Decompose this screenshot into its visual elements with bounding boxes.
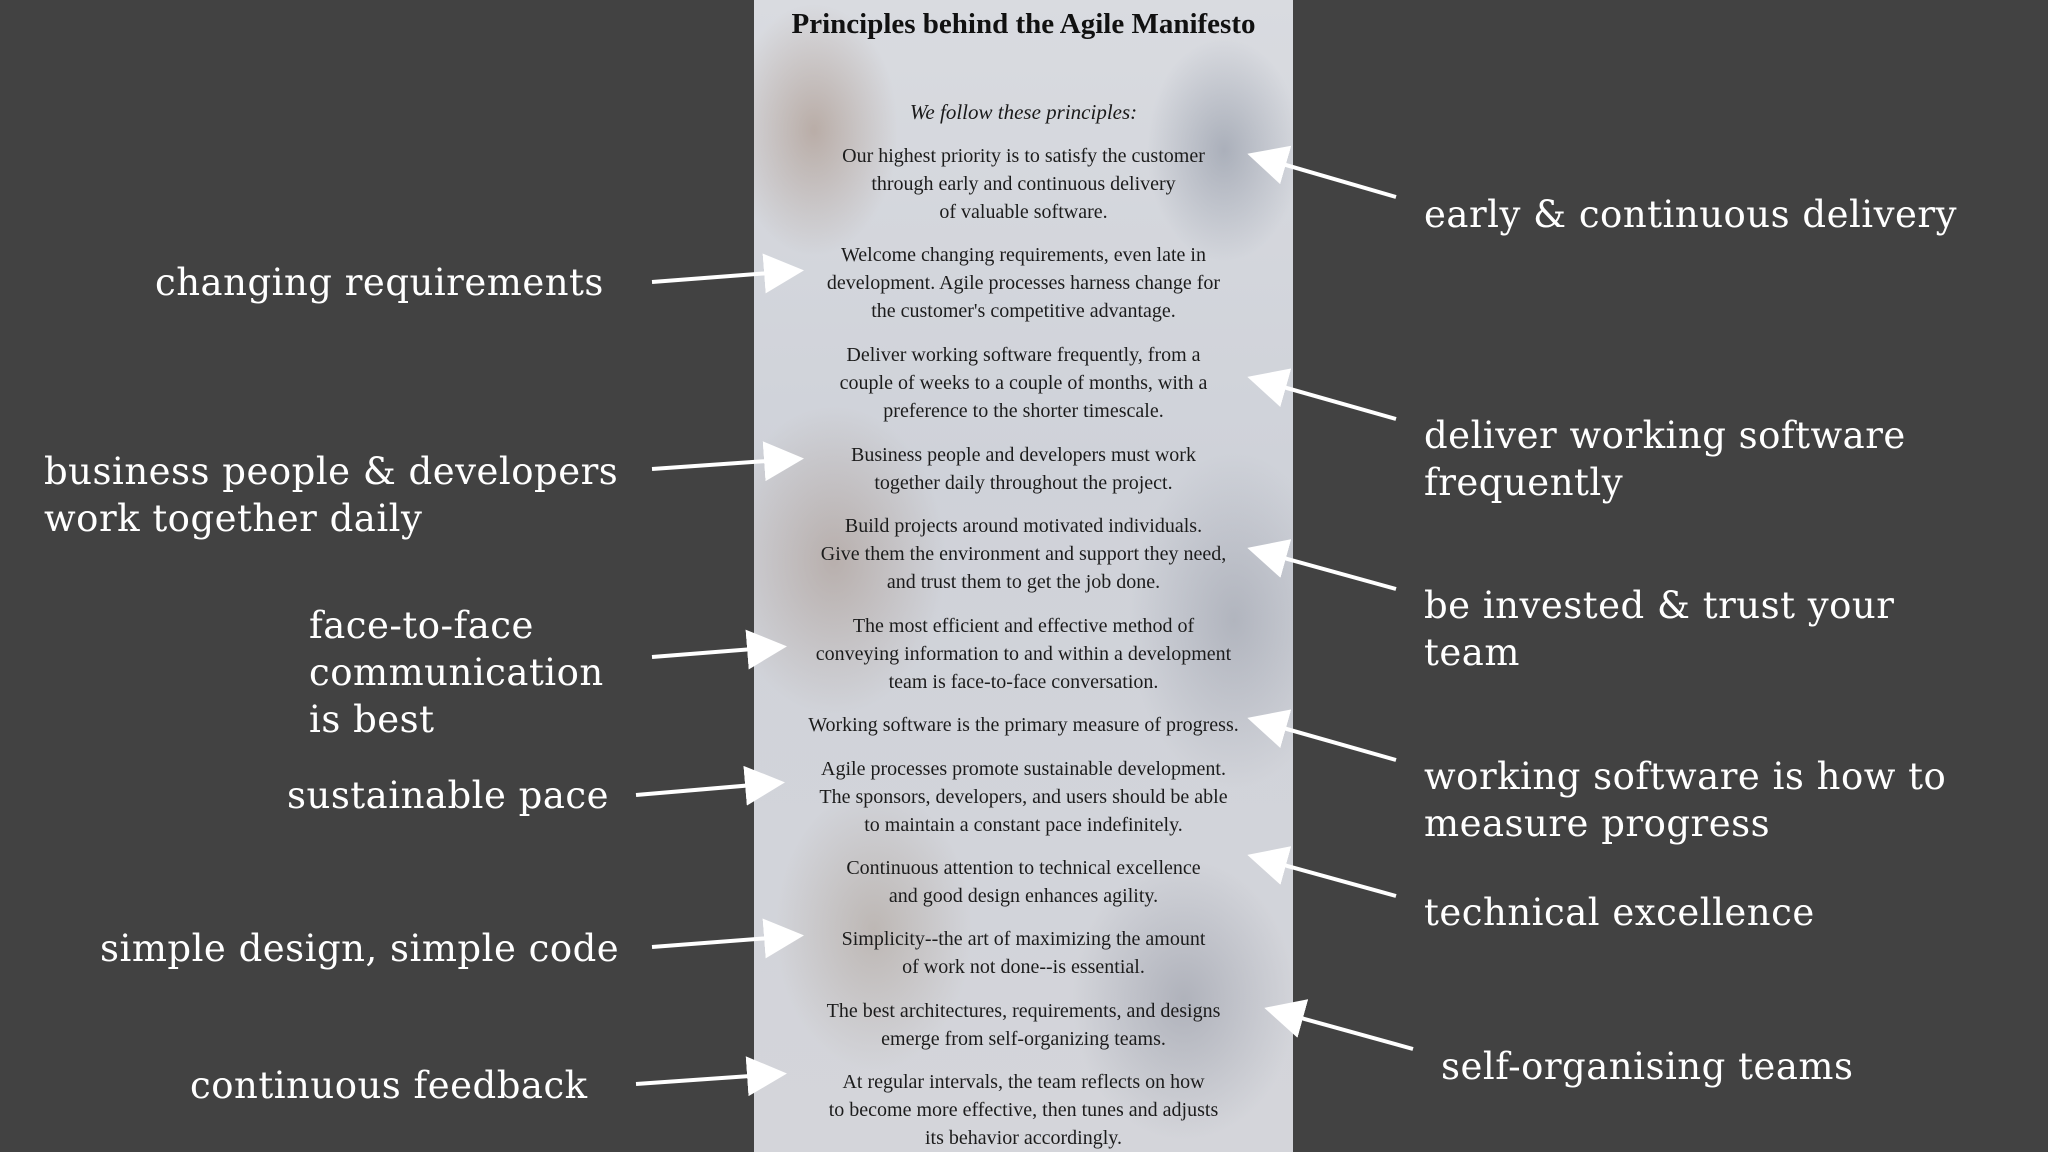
panel-title: Principles behind the Agile Manifesto — [791, 8, 1256, 40]
principle-3: Deliver working software frequently, from a couple of weeks to a couple of months, with a preference to the shorter timescale. — [839, 344, 1208, 422]
label-early-continuous-delivery: early & continuous delivery — [1424, 193, 1958, 236]
label-changing-requirements: changing requirements — [155, 261, 604, 304]
label-deliver-working-software: deliver working software frequently — [1424, 414, 1906, 504]
principle-6: The most efficient and effective method of conveying information to and within a development team is face-to-face conversation. — [815, 615, 1232, 693]
manifesto-panel — [754, 0, 1293, 1152]
principle-4: Business people and developers must work together daily throughout the project. — [851, 444, 1196, 494]
principle-10: Simplicity--the art of maximizing the amount of work not done--is essential. — [841, 928, 1206, 978]
label-continuous-feedback: continuous feedback — [190, 1064, 588, 1107]
label-simple-design: simple design, simple code — [100, 927, 620, 970]
principle-9: Continuous attention to technical excellence and good design enhances agility. — [846, 857, 1201, 907]
label-business-people-developers: business people & developers work together daily — [44, 450, 619, 540]
label-sustainable-pace: sustainable pace — [287, 774, 609, 817]
label-working-software-progress: working software is how to measure progress — [1424, 755, 1947, 845]
principle-1: Our highest priority is to satisfy the customer through early and continuous delivery of valuable software. — [842, 145, 1205, 223]
label-self-organising-teams: self-organising teams — [1441, 1045, 1854, 1088]
principle-8: Agile processes promote sustainable development. The sponsors, developers, and users should be able to maintain a constant pace indefinitely. — [819, 758, 1228, 836]
arrow-self-organising — [1272, 1010, 1413, 1049]
principle-11: The best architectures, requirements, and designs emerge from self-organizing teams. — [826, 1000, 1221, 1050]
panel-intro: We follow these principles: — [909, 100, 1138, 124]
principle-12: At regular intervals, the team reflects on how to become more effective, then tunes and adjusts its behavior accordingly. — [828, 1071, 1219, 1149]
principle-5: Build projects around motivated individuals. Give them the environment and support they need, and trust them to get the job done. — [820, 515, 1227, 593]
label-invested-trust: be invested & trust your team — [1424, 584, 1895, 674]
principle-2: Welcome changing requirements, even late in development. Agile processes harness change for the customer's competitive advantage. — [826, 244, 1221, 322]
label-technical-excellence: technical excellence — [1424, 891, 1815, 934]
label-face-to-face: face-to-face communication is best — [309, 604, 604, 741]
principle-7: Working software is the primary measure of progress. — [808, 714, 1239, 736]
